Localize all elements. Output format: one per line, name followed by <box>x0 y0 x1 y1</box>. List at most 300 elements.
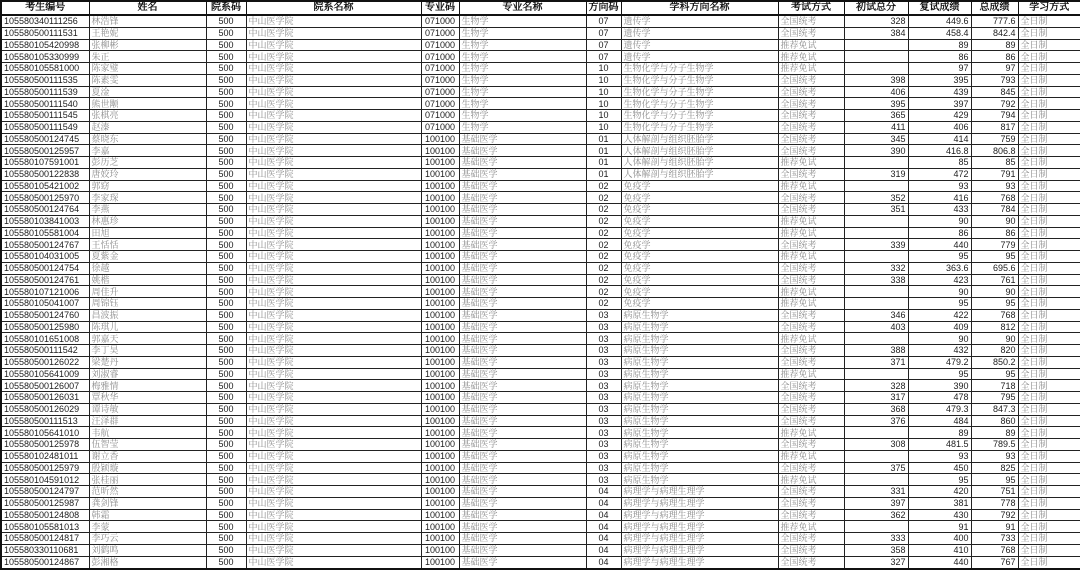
cell-major_code: 100100 <box>421 145 459 157</box>
cell-dept_name: 中山医学院 <box>246 415 421 427</box>
cell-major_code: 100100 <box>421 556 459 569</box>
cell-id: 105580500124867 <box>1 556 89 569</box>
cell-id: 105580330110681 <box>1 544 89 556</box>
table-row <box>1 427 1080 439</box>
table-row <box>1 63 1080 75</box>
table-row <box>1 450 1080 462</box>
cell-dir_code: 03 <box>586 427 621 439</box>
cell-dept_code: 500 <box>206 74 246 86</box>
cell-dept_code: 500 <box>206 474 246 486</box>
cell-dept_code: 500 <box>206 298 246 310</box>
cell-exam_type: 全国统考 <box>778 98 844 110</box>
cell-major_name: 生物学 <box>459 121 586 133</box>
cell-exam_type: 推荐免试 <box>778 521 844 533</box>
cell-major_code: 071000 <box>421 98 459 110</box>
cell-total_score: 97 <box>971 63 1018 75</box>
cell-dept_code: 500 <box>206 380 246 392</box>
cell-dir_name: 病原生物学 <box>621 380 778 392</box>
cell-dept_code: 500 <box>206 27 246 39</box>
cell-name: 姚楷 <box>89 274 206 286</box>
cell-name: 田旭 <box>89 227 206 239</box>
cell-dept_code: 500 <box>206 86 246 98</box>
cell-major_code: 071000 <box>421 110 459 122</box>
cell-exam_type: 全国统考 <box>778 403 844 415</box>
cell-major_code: 100100 <box>421 356 459 368</box>
cell-name: 熊世颙 <box>89 98 206 110</box>
cell-initial_score: 395 <box>844 98 908 110</box>
cell-retest_score: 430 <box>908 509 971 521</box>
cell-major_name: 基础医学 <box>459 286 586 298</box>
cell-dir_code: 02 <box>586 204 621 216</box>
cell-dir_name: 免疫学 <box>621 239 778 251</box>
cell-exam_type: 全国统考 <box>778 380 844 392</box>
cell-dept_code: 500 <box>206 145 246 157</box>
cell-dept_name: 中山医学院 <box>246 74 421 86</box>
cell-major_name: 基础医学 <box>459 274 586 286</box>
cell-dept_name: 中山医学院 <box>246 180 421 192</box>
cell-total_score: 89 <box>971 427 1018 439</box>
cell-major_code: 100100 <box>421 533 459 545</box>
cell-major_name: 生物学 <box>459 39 586 51</box>
cell-major_name: 基础医学 <box>459 380 586 392</box>
cell-initial_score: 368 <box>844 403 908 415</box>
cell-total_score: 768 <box>971 544 1018 556</box>
cell-id: 105580107591001 <box>1 157 89 169</box>
table-row <box>1 27 1080 39</box>
cell-total_score: 91 <box>971 521 1018 533</box>
cell-id: 105580500124754 <box>1 262 89 274</box>
cell-dir_name: 遗传学 <box>621 27 778 39</box>
cell-dir_code: 03 <box>586 403 621 415</box>
cell-dept_name: 中山医学院 <box>246 427 421 439</box>
cell-dir_code: 04 <box>586 556 621 569</box>
cell-dept_name: 中山医学院 <box>246 521 421 533</box>
table-row <box>1 239 1080 251</box>
cell-dir_name: 免疫学 <box>621 180 778 192</box>
cell-dept_code: 500 <box>206 274 246 286</box>
cell-dept_code: 500 <box>206 368 246 380</box>
cell-exam_type: 全国统考 <box>778 509 844 521</box>
cell-name: 李蒙 <box>89 521 206 533</box>
cell-dir_name: 病原生物学 <box>621 333 778 345</box>
table-row <box>1 274 1080 286</box>
cell-dir_code: 01 <box>586 145 621 157</box>
column-header-name: 姓名 <box>89 1 206 15</box>
cell-initial_score: 327 <box>844 556 908 569</box>
cell-major_name: 基础医学 <box>459 544 586 556</box>
cell-dir_name: 人体解剖与组织胚胎学 <box>621 168 778 180</box>
cell-dir_name: 病理学与病理生理学 <box>621 497 778 509</box>
cell-retest_score: 472 <box>908 168 971 180</box>
cell-dept_code: 500 <box>206 321 246 333</box>
cell-retest_score: 406 <box>908 121 971 133</box>
cell-dept_name: 中山医学院 <box>246 157 421 169</box>
cell-exam_type: 全国统考 <box>778 168 844 180</box>
cell-study_mode: 全日制 <box>1018 439 1080 451</box>
table-row <box>1 15 1080 27</box>
cell-dir_code: 02 <box>586 286 621 298</box>
table-row <box>1 286 1080 298</box>
cell-exam_type: 推荐免试 <box>778 227 844 239</box>
cell-name: 郭窈 <box>89 180 206 192</box>
table-row <box>1 333 1080 345</box>
cell-initial_score <box>844 215 908 227</box>
column-header-dir_name: 学科方向名称 <box>621 1 778 15</box>
cell-dir_code: 02 <box>586 251 621 263</box>
cell-dept_code: 500 <box>206 356 246 368</box>
cell-exam_type: 全国统考 <box>778 392 844 404</box>
cell-retest_score: 440 <box>908 239 971 251</box>
cell-dir_name: 免疫学 <box>621 192 778 204</box>
cell-dir_code: 03 <box>586 392 621 404</box>
table-row <box>1 474 1080 486</box>
cell-total_score: 95 <box>971 368 1018 380</box>
cell-retest_score: 89 <box>908 427 971 439</box>
cell-study_mode: 全日制 <box>1018 462 1080 474</box>
cell-total_score: 794 <box>971 110 1018 122</box>
cell-exam_type: 推荐免试 <box>778 474 844 486</box>
cell-dept_name: 中山医学院 <box>246 204 421 216</box>
cell-retest_score: 95 <box>908 251 971 263</box>
cell-dept_code: 500 <box>206 215 246 227</box>
cell-id: 105580500126031 <box>1 392 89 404</box>
cell-study_mode: 全日制 <box>1018 474 1080 486</box>
cell-major_code: 071000 <box>421 121 459 133</box>
cell-major_code: 071000 <box>421 51 459 63</box>
cell-major_name: 基础医学 <box>459 192 586 204</box>
table-row <box>1 133 1080 145</box>
cell-name: 赵溱 <box>89 121 206 133</box>
cell-name: 李燕 <box>89 204 206 216</box>
cell-dept_name: 中山医学院 <box>246 110 421 122</box>
cell-dir_code: 04 <box>586 521 621 533</box>
cell-retest_score: 416.8 <box>908 145 971 157</box>
cell-dir_name: 病原生物学 <box>621 309 778 321</box>
cell-name: 李丁昊 <box>89 345 206 357</box>
cell-study_mode: 全日制 <box>1018 274 1080 286</box>
cell-study_mode: 全日制 <box>1018 509 1080 521</box>
cell-id: 105580500124761 <box>1 274 89 286</box>
cell-major_name: 基础医学 <box>459 309 586 321</box>
cell-total_score: 86 <box>971 51 1018 63</box>
cell-dir_name: 病原生物学 <box>621 356 778 368</box>
cell-initial_score: 319 <box>844 168 908 180</box>
table-row <box>1 262 1080 274</box>
cell-name: 周锦钰 <box>89 298 206 310</box>
cell-id: 105580500125980 <box>1 321 89 333</box>
cell-initial_score: 331 <box>844 486 908 498</box>
cell-retest_score: 89 <box>908 39 971 51</box>
cell-dept_code: 500 <box>206 15 246 27</box>
cell-initial_score: 375 <box>844 462 908 474</box>
cell-retest_score: 95 <box>908 474 971 486</box>
cell-exam_type: 推荐免试 <box>778 215 844 227</box>
cell-retest_score: 363.6 <box>908 262 971 274</box>
cell-dir_code: 10 <box>586 110 621 122</box>
cell-id: 105580500125970 <box>1 192 89 204</box>
cell-dir_code: 07 <box>586 39 621 51</box>
cell-exam_type: 全国统考 <box>778 74 844 86</box>
cell-major_code: 100100 <box>421 427 459 439</box>
cell-study_mode: 全日制 <box>1018 215 1080 227</box>
cell-total_score: 789.5 <box>971 439 1018 451</box>
cell-total_score: 759 <box>971 133 1018 145</box>
cell-major_code: 100100 <box>421 415 459 427</box>
cell-major_code: 071000 <box>421 15 459 27</box>
cell-name: 龚剑锋 <box>89 497 206 509</box>
cell-name: 韩霜 <box>89 509 206 521</box>
table-row <box>1 368 1080 380</box>
cell-dir_name: 免疫学 <box>621 251 778 263</box>
cell-initial_score: 397 <box>844 497 908 509</box>
cell-dept_name: 中山医学院 <box>246 533 421 545</box>
cell-total_score: 784 <box>971 204 1018 216</box>
cell-id: 105580105420998 <box>1 39 89 51</box>
cell-exam_type: 全国统考 <box>778 110 844 122</box>
table-row <box>1 227 1080 239</box>
cell-id: 105580500125978 <box>1 439 89 451</box>
cell-dir_code: 02 <box>586 227 621 239</box>
cell-initial_score: 308 <box>844 439 908 451</box>
cell-initial_score: 339 <box>844 239 908 251</box>
table-row <box>1 110 1080 122</box>
cell-total_score: 86 <box>971 227 1018 239</box>
cell-dept_code: 500 <box>206 345 246 357</box>
table-row <box>1 509 1080 521</box>
cell-id: 105580105421002 <box>1 180 89 192</box>
cell-dept_code: 500 <box>206 192 246 204</box>
cell-dir_code: 03 <box>586 321 621 333</box>
cell-dept_code: 500 <box>206 509 246 521</box>
cell-total_score: 93 <box>971 180 1018 192</box>
cell-dir_code: 02 <box>586 180 621 192</box>
cell-total_score: 860 <box>971 415 1018 427</box>
cell-retest_score: 429 <box>908 110 971 122</box>
cell-id: 105580500124767 <box>1 239 89 251</box>
cell-retest_score: 478 <box>908 392 971 404</box>
cell-study_mode: 全日制 <box>1018 450 1080 462</box>
cell-name: 张棋亮 <box>89 110 206 122</box>
cell-id: 105580500111539 <box>1 86 89 98</box>
cell-retest_score: 86 <box>908 51 971 63</box>
cell-dept_code: 500 <box>206 204 246 216</box>
cell-study_mode: 全日制 <box>1018 368 1080 380</box>
cell-dir_name: 免疫学 <box>621 227 778 239</box>
cell-dir_code: 03 <box>586 462 621 474</box>
cell-id: 105580500126007 <box>1 380 89 392</box>
cell-total_score: 95 <box>971 251 1018 263</box>
cell-initial_score: 365 <box>844 110 908 122</box>
cell-study_mode: 全日制 <box>1018 27 1080 39</box>
cell-dept_name: 中山医学院 <box>246 133 421 145</box>
cell-study_mode: 全日制 <box>1018 15 1080 27</box>
cell-major_code: 071000 <box>421 39 459 51</box>
cell-exam_type: 全国统考 <box>778 121 844 133</box>
table-row <box>1 486 1080 498</box>
cell-major_name: 基础医学 <box>459 180 586 192</box>
cell-name: 梅雅情 <box>89 380 206 392</box>
cell-retest_score: 479.2 <box>908 356 971 368</box>
cell-dir_name: 病原生物学 <box>621 450 778 462</box>
cell-id: 105580105581013 <box>1 521 89 533</box>
cell-dir_name: 病理学与病理生理学 <box>621 509 778 521</box>
cell-study_mode: 全日制 <box>1018 556 1080 569</box>
cell-major_name: 基础医学 <box>459 251 586 263</box>
cell-name: 李家琛 <box>89 192 206 204</box>
cell-initial_score <box>844 474 908 486</box>
table-row <box>1 439 1080 451</box>
cell-study_mode: 全日制 <box>1018 427 1080 439</box>
cell-major_code: 100100 <box>421 521 459 533</box>
table-row <box>1 251 1080 263</box>
cell-dir_code: 04 <box>586 533 621 545</box>
cell-total_score: 817 <box>971 121 1018 133</box>
cell-retest_score: 450 <box>908 462 971 474</box>
cell-major_name: 基础医学 <box>459 145 586 157</box>
cell-id: 105580105641009 <box>1 368 89 380</box>
cell-dept_code: 500 <box>206 544 246 556</box>
cell-total_score: 718 <box>971 380 1018 392</box>
cell-initial_score: 328 <box>844 380 908 392</box>
cell-dir_code: 10 <box>586 121 621 133</box>
cell-dir_name: 病原生物学 <box>621 415 778 427</box>
cell-retest_score: 95 <box>908 298 971 310</box>
cell-total_score: 820 <box>971 345 1018 357</box>
cell-initial_score: 358 <box>844 544 908 556</box>
cell-dept_name: 中山医学院 <box>246 368 421 380</box>
cell-dept_code: 500 <box>206 251 246 263</box>
cell-initial_score: 376 <box>844 415 908 427</box>
cell-dept_code: 500 <box>206 180 246 192</box>
cell-total_score: 751 <box>971 486 1018 498</box>
cell-dir_name: 病理学与病理生理学 <box>621 521 778 533</box>
cell-exam_type: 全国统考 <box>778 274 844 286</box>
cell-dir_code: 10 <box>586 63 621 75</box>
cell-dept_name: 中山医学院 <box>246 15 421 27</box>
column-header-retest_score: 复试成绩 <box>908 1 971 15</box>
cell-id: 105580500111513 <box>1 415 89 427</box>
cell-major_code: 100100 <box>421 450 459 462</box>
cell-id: 105580105330999 <box>1 51 89 63</box>
cell-id: 105580500111531 <box>1 27 89 39</box>
cell-id: 105580105581000 <box>1 63 89 75</box>
column-header-id: 考生编号 <box>1 1 89 15</box>
cell-retest_score: 400 <box>908 533 971 545</box>
cell-total_score: 791 <box>971 168 1018 180</box>
cell-total_score: 89 <box>971 39 1018 51</box>
cell-retest_score: 458.4 <box>908 27 971 39</box>
cell-major_name: 基础医学 <box>459 345 586 357</box>
cell-study_mode: 全日制 <box>1018 168 1080 180</box>
cell-major_code: 100100 <box>421 262 459 274</box>
cell-initial_score: 411 <box>844 121 908 133</box>
cell-dir_code: 03 <box>586 450 621 462</box>
cell-id: 105580500124817 <box>1 533 89 545</box>
cell-exam_type: 全国统考 <box>778 544 844 556</box>
header-row <box>1 1 1080 15</box>
cell-dir_name: 免疫学 <box>621 215 778 227</box>
cell-dir_name: 生物化学与分子生物学 <box>621 121 778 133</box>
cell-study_mode: 全日制 <box>1018 533 1080 545</box>
cell-major_code: 100100 <box>421 486 459 498</box>
cell-dept_name: 中山医学院 <box>246 168 421 180</box>
cell-study_mode: 全日制 <box>1018 309 1080 321</box>
cell-name: 谢立香 <box>89 450 206 462</box>
cell-dept_name: 中山医学院 <box>246 98 421 110</box>
cell-major_name: 基础医学 <box>459 415 586 427</box>
cell-exam_type: 全国统考 <box>778 345 844 357</box>
cell-study_mode: 全日制 <box>1018 286 1080 298</box>
table-row <box>1 298 1080 310</box>
table-row <box>1 392 1080 404</box>
cell-major_code: 100100 <box>421 497 459 509</box>
cell-dept_code: 500 <box>206 497 246 509</box>
cell-initial_score <box>844 39 908 51</box>
table-row <box>1 556 1080 569</box>
cell-major_code: 071000 <box>421 74 459 86</box>
cell-exam_type: 推荐免试 <box>778 251 844 263</box>
cell-name: 伍智莹 <box>89 439 206 451</box>
cell-exam_type: 全国统考 <box>778 356 844 368</box>
cell-dept_name: 中山医学院 <box>246 309 421 321</box>
cell-dir_code: 07 <box>586 15 621 27</box>
cell-study_mode: 全日制 <box>1018 345 1080 357</box>
cell-dept_code: 500 <box>206 98 246 110</box>
cell-dept_name: 中山医学院 <box>246 544 421 556</box>
table-row <box>1 215 1080 227</box>
cell-dept_code: 500 <box>206 392 246 404</box>
cell-total_score: 90 <box>971 333 1018 345</box>
cell-dept_code: 500 <box>206 403 246 415</box>
cell-major_name: 生物学 <box>459 110 586 122</box>
cell-retest_score: 484 <box>908 415 971 427</box>
cell-initial_score: 317 <box>844 392 908 404</box>
cell-retest_score: 93 <box>908 180 971 192</box>
cell-major_name: 基础医学 <box>459 168 586 180</box>
cell-retest_score: 95 <box>908 368 971 380</box>
cell-initial_score: 332 <box>844 262 908 274</box>
cell-id: 105580105641010 <box>1 427 89 439</box>
cell-total_score: 825 <box>971 462 1018 474</box>
cell-name: 彭历芝 <box>89 157 206 169</box>
cell-initial_score: 398 <box>844 74 908 86</box>
column-header-initial_score: 初试总分 <box>844 1 908 15</box>
cell-initial_score: 338 <box>844 274 908 286</box>
cell-id: 105580500126022 <box>1 356 89 368</box>
cell-initial_score: 346 <box>844 309 908 321</box>
table-header <box>1 1 1080 15</box>
cell-id: 105580107121006 <box>1 286 89 298</box>
cell-initial_score: 351 <box>844 204 908 216</box>
cell-major_name: 基础医学 <box>459 497 586 509</box>
cell-initial_score: 406 <box>844 86 908 98</box>
cell-major_code: 100100 <box>421 380 459 392</box>
cell-major_name: 生物学 <box>459 74 586 86</box>
cell-dept_name: 中山医学院 <box>246 63 421 75</box>
cell-dir_name: 病原生物学 <box>621 321 778 333</box>
cell-name: 韦航 <box>89 427 206 439</box>
cell-dir_code: 04 <box>586 497 621 509</box>
table-row <box>1 74 1080 86</box>
cell-major_code: 100100 <box>421 544 459 556</box>
cell-name: 陈家璧 <box>89 63 206 75</box>
cell-id: 105580500125987 <box>1 497 89 509</box>
cell-study_mode: 全日制 <box>1018 180 1080 192</box>
cell-name: 张桂丽 <box>89 474 206 486</box>
cell-study_mode: 全日制 <box>1018 321 1080 333</box>
cell-name: 谭诗敏 <box>89 403 206 415</box>
cell-id: 105580104591012 <box>1 474 89 486</box>
